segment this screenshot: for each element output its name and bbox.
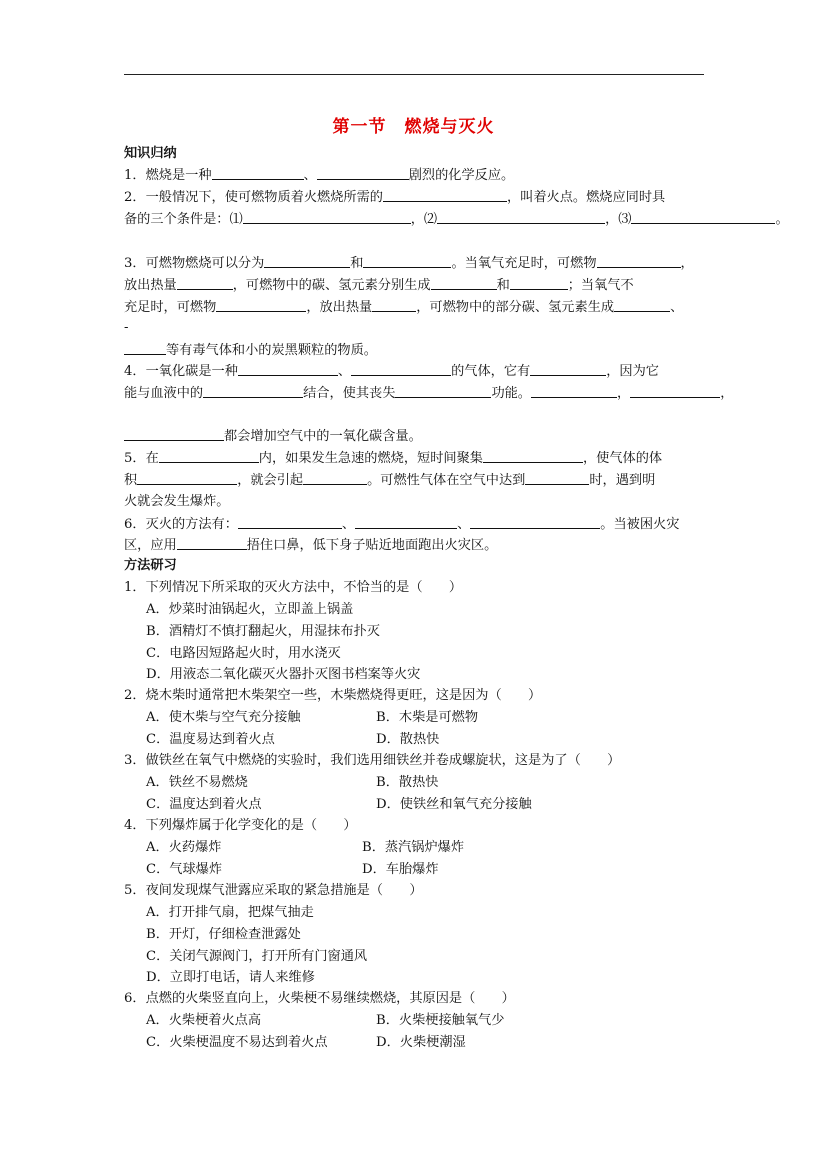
knowledge-item-3-cont: 放出热量 ，可燃物中的碳、氢元素分别生成 和 ；当氧气不: [124, 278, 634, 293]
mc-1-option-d[interactable]: D．用液态二氧化碳灭火器扑灭图书档案等火灾: [146, 667, 421, 682]
mc-5-option-c[interactable]: C．关闭气源阀门，打开所有门窗通风: [146, 949, 368, 964]
mc-3-option-d[interactable]: D．使铁丝和氧气充分接触: [376, 797, 532, 812]
fill-blank[interactable]: [177, 537, 247, 550]
fill-blank[interactable]: [264, 255, 350, 268]
fill-blank[interactable]: [355, 516, 457, 529]
mc-question-5: 5．夜间发现煤气泄露应采取的紧急措施是（ ）: [124, 883, 423, 898]
stray-dash: -: [124, 320, 129, 335]
knowledge-item-6-cont: 区，应用 捂住口鼻，低下身子贴近地面跑出火灾区。: [124, 538, 498, 553]
fill-blank[interactable]: [238, 516, 342, 529]
fill-blank[interactable]: [372, 299, 416, 312]
fill-blank[interactable]: [177, 277, 233, 290]
knowledge-item-3-cont2: 充足时，可燃物 ，放出热量 ，可燃物中的部分碳、氢元素生成 、: [124, 300, 684, 315]
fill-blank[interactable]: [363, 255, 451, 268]
knowledge-item-6: 6．灭火的方法有： 、 、 。当被困火灾: [124, 517, 680, 532]
mc-6-option-a[interactable]: A．火柴梗着火点高: [146, 1013, 262, 1028]
mc-question-4: 4．下列爆炸属于化学变化的是（ ）: [124, 818, 357, 833]
fill-blank[interactable]: [437, 211, 605, 224]
knowledge-item-5: 5．在 内，如果发生急速的燃烧，短时间聚集 ，使气体的体: [124, 451, 663, 466]
mc-4-option-b[interactable]: B．蒸汽锅炉爆炸: [362, 840, 465, 855]
knowledge-item-3: 3．可燃物燃烧可以分为 和 。当氧气充足时，可燃物 ，: [124, 256, 694, 271]
fill-blank[interactable]: [530, 363, 606, 376]
fill-blank[interactable]: [531, 385, 617, 398]
mc-4-option-a[interactable]: A．火药爆炸: [146, 840, 222, 855]
knowledge-item-4-cont: 能与血液中的 结合，使其丧失 功能。 ， ，: [124, 386, 734, 401]
fill-blank[interactable]: [597, 255, 681, 268]
fill-blank[interactable]: [431, 277, 497, 290]
page-title: 第一节 燃烧与灭火: [332, 117, 495, 137]
mc-question-2: 2．烧木柴时通常把木柴架空一些，木柴燃烧得更旺，这是因为（ ）: [124, 688, 542, 703]
fill-blank[interactable]: [212, 167, 304, 180]
knowledge-item-1: 1．燃烧是一种 、 剧烈的化学反应。: [124, 168, 515, 183]
fill-blank[interactable]: [238, 363, 338, 376]
mc-question-6: 6．点燃的火柴竖直向上，火柴梗不易继续燃烧，其原因是（ ）: [124, 991, 515, 1006]
fill-blank[interactable]: [303, 472, 367, 485]
fill-blank[interactable]: [483, 450, 583, 463]
fill-blank[interactable]: [137, 472, 237, 485]
mc-1-option-c[interactable]: C．电路因短路起火时，用水浇灭: [146, 646, 341, 661]
fill-blank[interactable]: [470, 516, 600, 529]
fill-blank[interactable]: [395, 385, 491, 398]
fill-blank[interactable]: [243, 211, 411, 224]
mc-question-3: 3．做铁丝在氧气中燃烧的实验时，我们选用细铁丝并卷成螺旋状，这是为了（ ）: [124, 753, 621, 768]
mc-6-option-c[interactable]: C．火柴梗温度不易达到着火点: [146, 1035, 328, 1050]
knowledge-item-3-cont3: 等有毒气体和小的炭黑颗粒的物质。: [124, 342, 377, 359]
section-heading-knowledge: 知识归纳: [124, 146, 177, 161]
mc-3-option-a[interactable]: A．铁丝不易燃烧: [146, 775, 248, 790]
fill-blank[interactable]: [124, 342, 166, 355]
fill-blank[interactable]: [631, 211, 775, 224]
fill-blank[interactable]: [203, 385, 303, 398]
mc-5-option-d[interactable]: D．立即打电话，请人来维修: [146, 970, 315, 985]
mc-question-1: 1．下列情况下所采取的灭火方法中，不恰当的是（ ）: [124, 580, 463, 595]
fill-blank[interactable]: [159, 450, 259, 463]
knowledge-item-2-cont: 备的三个条件是：⑴ ，⑵ ，⑶ 。: [124, 212, 789, 227]
mc-2-option-b[interactable]: B．木柴是可燃物: [376, 710, 479, 725]
section-heading-method: 方法研习: [124, 558, 177, 573]
mc-4-option-c[interactable]: C．气球爆炸: [146, 862, 223, 877]
mc-5-option-b[interactable]: B．开灯，仔细检查泄露处: [146, 927, 301, 942]
knowledge-item-5-cont2: 火就会发生爆炸。: [124, 494, 230, 509]
mc-3-option-b[interactable]: B．散热快: [376, 775, 439, 790]
fill-blank[interactable]: [317, 167, 409, 180]
fill-blank[interactable]: [351, 363, 451, 376]
mc-6-option-d[interactable]: D．火柴梗潮湿: [376, 1035, 466, 1050]
fill-blank[interactable]: [630, 385, 720, 398]
fill-blank[interactable]: [383, 189, 507, 202]
mc-2-option-c[interactable]: C．温度易达到着火点: [146, 732, 275, 747]
knowledge-item-5-cont: 积 ，就会引起 。可燃性气体在空气中达到 时，遇到明: [124, 473, 656, 488]
mc-2-option-a[interactable]: A．使木柴与空气充分接触: [146, 710, 301, 725]
fill-blank[interactable]: [216, 299, 306, 312]
mc-5-option-a[interactable]: A．打开排气扇，把煤气抽走: [146, 905, 314, 920]
mc-4-option-d[interactable]: D．车胎爆炸: [362, 862, 439, 877]
header-rule: [124, 74, 704, 75]
knowledge-item-4: 4．一氧化碳是一种 、 的气体，它有 ，因为它: [124, 364, 659, 379]
mc-1-option-b[interactable]: B．酒精灯不慎打翻起火，用湿抹布扑灭: [146, 624, 380, 639]
fill-blank[interactable]: [124, 428, 224, 441]
mc-6-option-b[interactable]: B．火柴梗接触氧气少: [376, 1013, 505, 1028]
fill-blank[interactable]: [525, 472, 589, 485]
mc-2-option-d[interactable]: D．散热快: [376, 732, 440, 747]
knowledge-item-2: 2．一般情况下，使可燃物质着火燃烧所需的 ，叫着火点。燃烧应同时具: [124, 190, 666, 205]
fill-blank[interactable]: [510, 277, 568, 290]
mc-3-option-c[interactable]: C．温度达到着火点: [146, 797, 262, 812]
fill-blank[interactable]: [614, 299, 670, 312]
knowledge-item-4-cont2: 都会增加空气中的一氧化碳含量。: [124, 428, 422, 445]
mc-1-option-a[interactable]: A．炒菜时油锅起火，立即盖上锅盖: [146, 602, 354, 617]
